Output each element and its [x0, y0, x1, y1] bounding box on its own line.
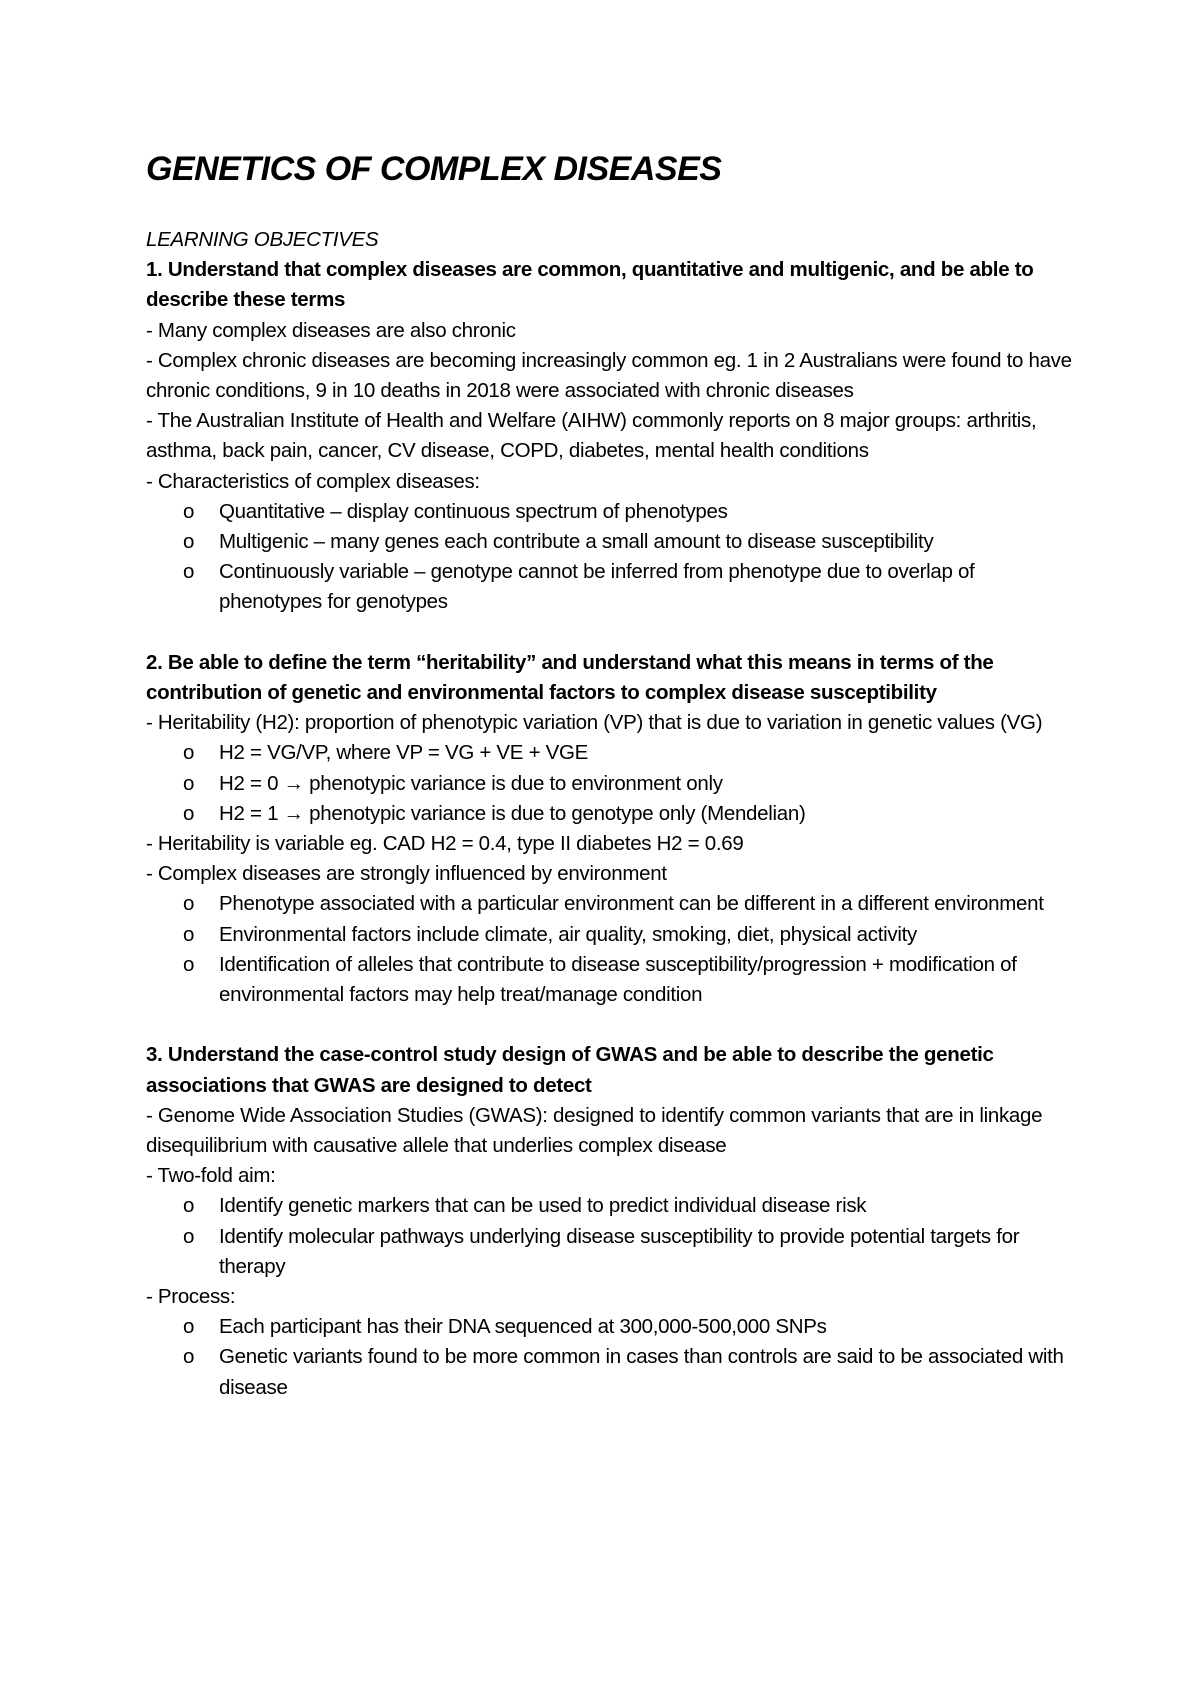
list-item [146, 557, 1076, 617]
list-item-text: H2 = VG/VP, where VP = VG + VE + VGE [219, 741, 589, 765]
paragraph: - Complex diseases are strongly influenced by environment [146, 862, 667, 886]
paragraph: - Heritability is variable eg. CAD H2 = 0.4, type II diabetes H2 = 0.69 [146, 832, 744, 856]
list-item [146, 769, 1076, 799]
list-item-text: Phenotype associated with a particular environment can be different in a different environment [219, 892, 1044, 916]
list-item-text: Identify genetic markers that can be used to predict individual disease risk [219, 1194, 867, 1218]
paragraph: - Process: [146, 1285, 236, 1309]
list-item [146, 738, 1076, 768]
paragraph: - Characteristics of complex diseases: [146, 469, 480, 493]
list-item-text: Each participant has their DNA sequenced at 300,000-500,000 SNPs [219, 1315, 827, 1339]
list-item [146, 799, 1076, 829]
list-item [146, 497, 1076, 527]
list-item-text: H2 = 1 → phenotypic variance is due to genotype only (Mendelian) [219, 801, 806, 825]
list-item [146, 1312, 1076, 1342]
list-item [146, 950, 1076, 1010]
bullet-marker: o [183, 1224, 195, 1248]
bullet-marker: o [183, 530, 195, 554]
list-item [146, 1342, 1076, 1402]
bullet-marker: o [183, 892, 195, 916]
section-spacer [146, 1010, 1076, 1040]
document-body [146, 225, 1076, 1403]
section-spacer [146, 618, 1076, 648]
list-item [146, 1222, 1076, 1282]
list-item [146, 889, 1076, 919]
list-item [146, 527, 1076, 557]
list-item-text: Identification of alleles that contribute to disease susceptibility/progression + modification of environmental factors may help treat/manage condition [219, 952, 1017, 1007]
list-item [146, 920, 1076, 950]
paragraph: - Heritability (H2): proportion of phenotypic variation (VP) that is due to variation in genetic values (VG) [146, 711, 1043, 735]
bullet-marker: o [183, 801, 195, 825]
bullet-marker: o [183, 771, 195, 795]
list-item-text: Quantitative – display continuous spectrum of phenotypes [219, 499, 728, 523]
bullet-list [146, 889, 1076, 1010]
list-item-text: Multigenic – many genes each contribute a small amount to disease susceptibility [219, 530, 934, 554]
learning-objectives-heading: LEARNING OBJECTIVES [146, 228, 379, 251]
document-title: GENETICS OF COMPLEX DISEASES [146, 150, 722, 188]
bullet-list [146, 738, 1076, 829]
bullet-marker: o [183, 952, 195, 976]
list-item-text: Environmental factors include climate, air quality, smoking, diet, physical activity [219, 922, 917, 946]
bullet-list [146, 1191, 1076, 1282]
paragraph: - Two-fold aim: [146, 1164, 276, 1188]
section-2 [146, 648, 1076, 1010]
bullet-list [146, 497, 1076, 618]
bullet-marker: o [183, 560, 195, 584]
list-item-text: Genetic variants found to be more common in cases than controls are said to be associated with disease [219, 1345, 1064, 1399]
bullet-marker: o [183, 499, 195, 523]
bullet-marker: o [183, 741, 195, 765]
list-item-text: Continuously variable – genotype cannot be inferred from phenotype due to overlap of phenotypes for genotypes [219, 560, 975, 614]
bullet-list [146, 1312, 1076, 1403]
section-1 [146, 255, 1076, 617]
list-item [146, 1191, 1076, 1221]
section-3 [146, 1040, 1076, 1402]
list-item-text: Identify molecular pathways underlying disease susceptibility to provide potential targets for therapy [219, 1224, 1020, 1278]
bullet-marker: o [183, 1194, 195, 1218]
paragraph: - Complex chronic diseases are becoming increasingly common eg. 1 in 2 Australians were found to have chronic conditions, 9 in 10 deaths in 2018 were associated with chronic diseases [146, 348, 1072, 403]
paragraph: - The Australian Institute of Health and Welfare (AIHW) commonly reports on 8 major groups: arthritis, asthma, back pain, cancer, CV disease, COPD, diabetes, mental health conditions [146, 409, 1037, 463]
paragraph: - Genome Wide Association Studies (GWAS): designed to identify common variants that are in linkage disequilibrium with causative allele that underlies complex disease [146, 1103, 1043, 1158]
section-heading: 3. Understand the case-control study design of GWAS and be able to describe the genetic associations that GWAS are designed to detect [146, 1043, 994, 1097]
paragraph: - Many complex diseases are also chronic [146, 318, 516, 342]
bullet-marker: o [183, 1315, 195, 1339]
list-item-text: H2 = 0 → phenotypic variance is due to environment only [219, 771, 723, 795]
section-heading: 2. Be able to define the term “heritability” and understand what this means in terms of the contribution of genetic and environmental factors to complex disease susceptibility [146, 650, 994, 705]
bullet-marker: o [183, 922, 195, 946]
bullet-marker: o [183, 1345, 195, 1369]
section-heading: 1. Understand that complex diseases are common, quantitative and multigenic, and be able to describe these terms [146, 258, 1034, 312]
